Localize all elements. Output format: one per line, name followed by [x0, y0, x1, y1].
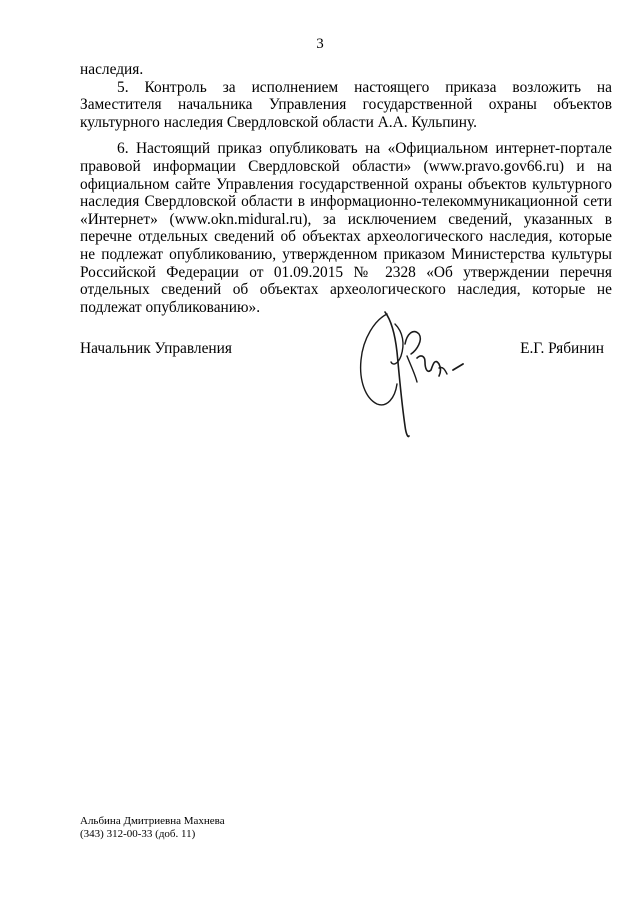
paragraph-continuation: наследия. — [80, 61, 144, 78]
contact-info — [80, 815, 225, 841]
signatory-title: Начальник Управления — [80, 340, 232, 357]
paragraph-item-6: 6. Настоящий приказ опубликовать на «Официальном интернет-портале правовой информации Свердловской области» (www.pravo.gov66.ru) и на официальном сайте Управления государственной охраны объектов культурного наследия Свердловской области в информационно-телекоммуникационной сети «Интернет» (www.okn.midural.ru), за исключением сведений, указанных в перечне отдельных сведений об объектах археологического наследия, которые не подлежат опубликованию, утвержденном приказом Министерства культуры Российской Федерации от 01.09.2015 № 2328 «Об утверждении перечня отдельных сведений об объектах археологического наследия, которые не подлежат опубликованию». — [80, 140, 612, 316]
contact-phone: (343) 312-00-33 (доб. 11) — [80, 828, 196, 840]
paragraph-item-5: 5. Контроль за исполнением настоящего приказа возложить на Заместителя начальника Управления государственной охраны объектов культурного наследия Свердловской области А.А. Кульпину. — [80, 78, 612, 131]
document-body — [80, 61, 612, 316]
contact-name: Альбина Дмитриевна Махнева — [80, 815, 225, 827]
handwritten-signature — [345, 298, 475, 443]
page-number: 3 — [316, 36, 324, 52]
signatory-name: Е.Г. Рябинин — [520, 340, 604, 357]
